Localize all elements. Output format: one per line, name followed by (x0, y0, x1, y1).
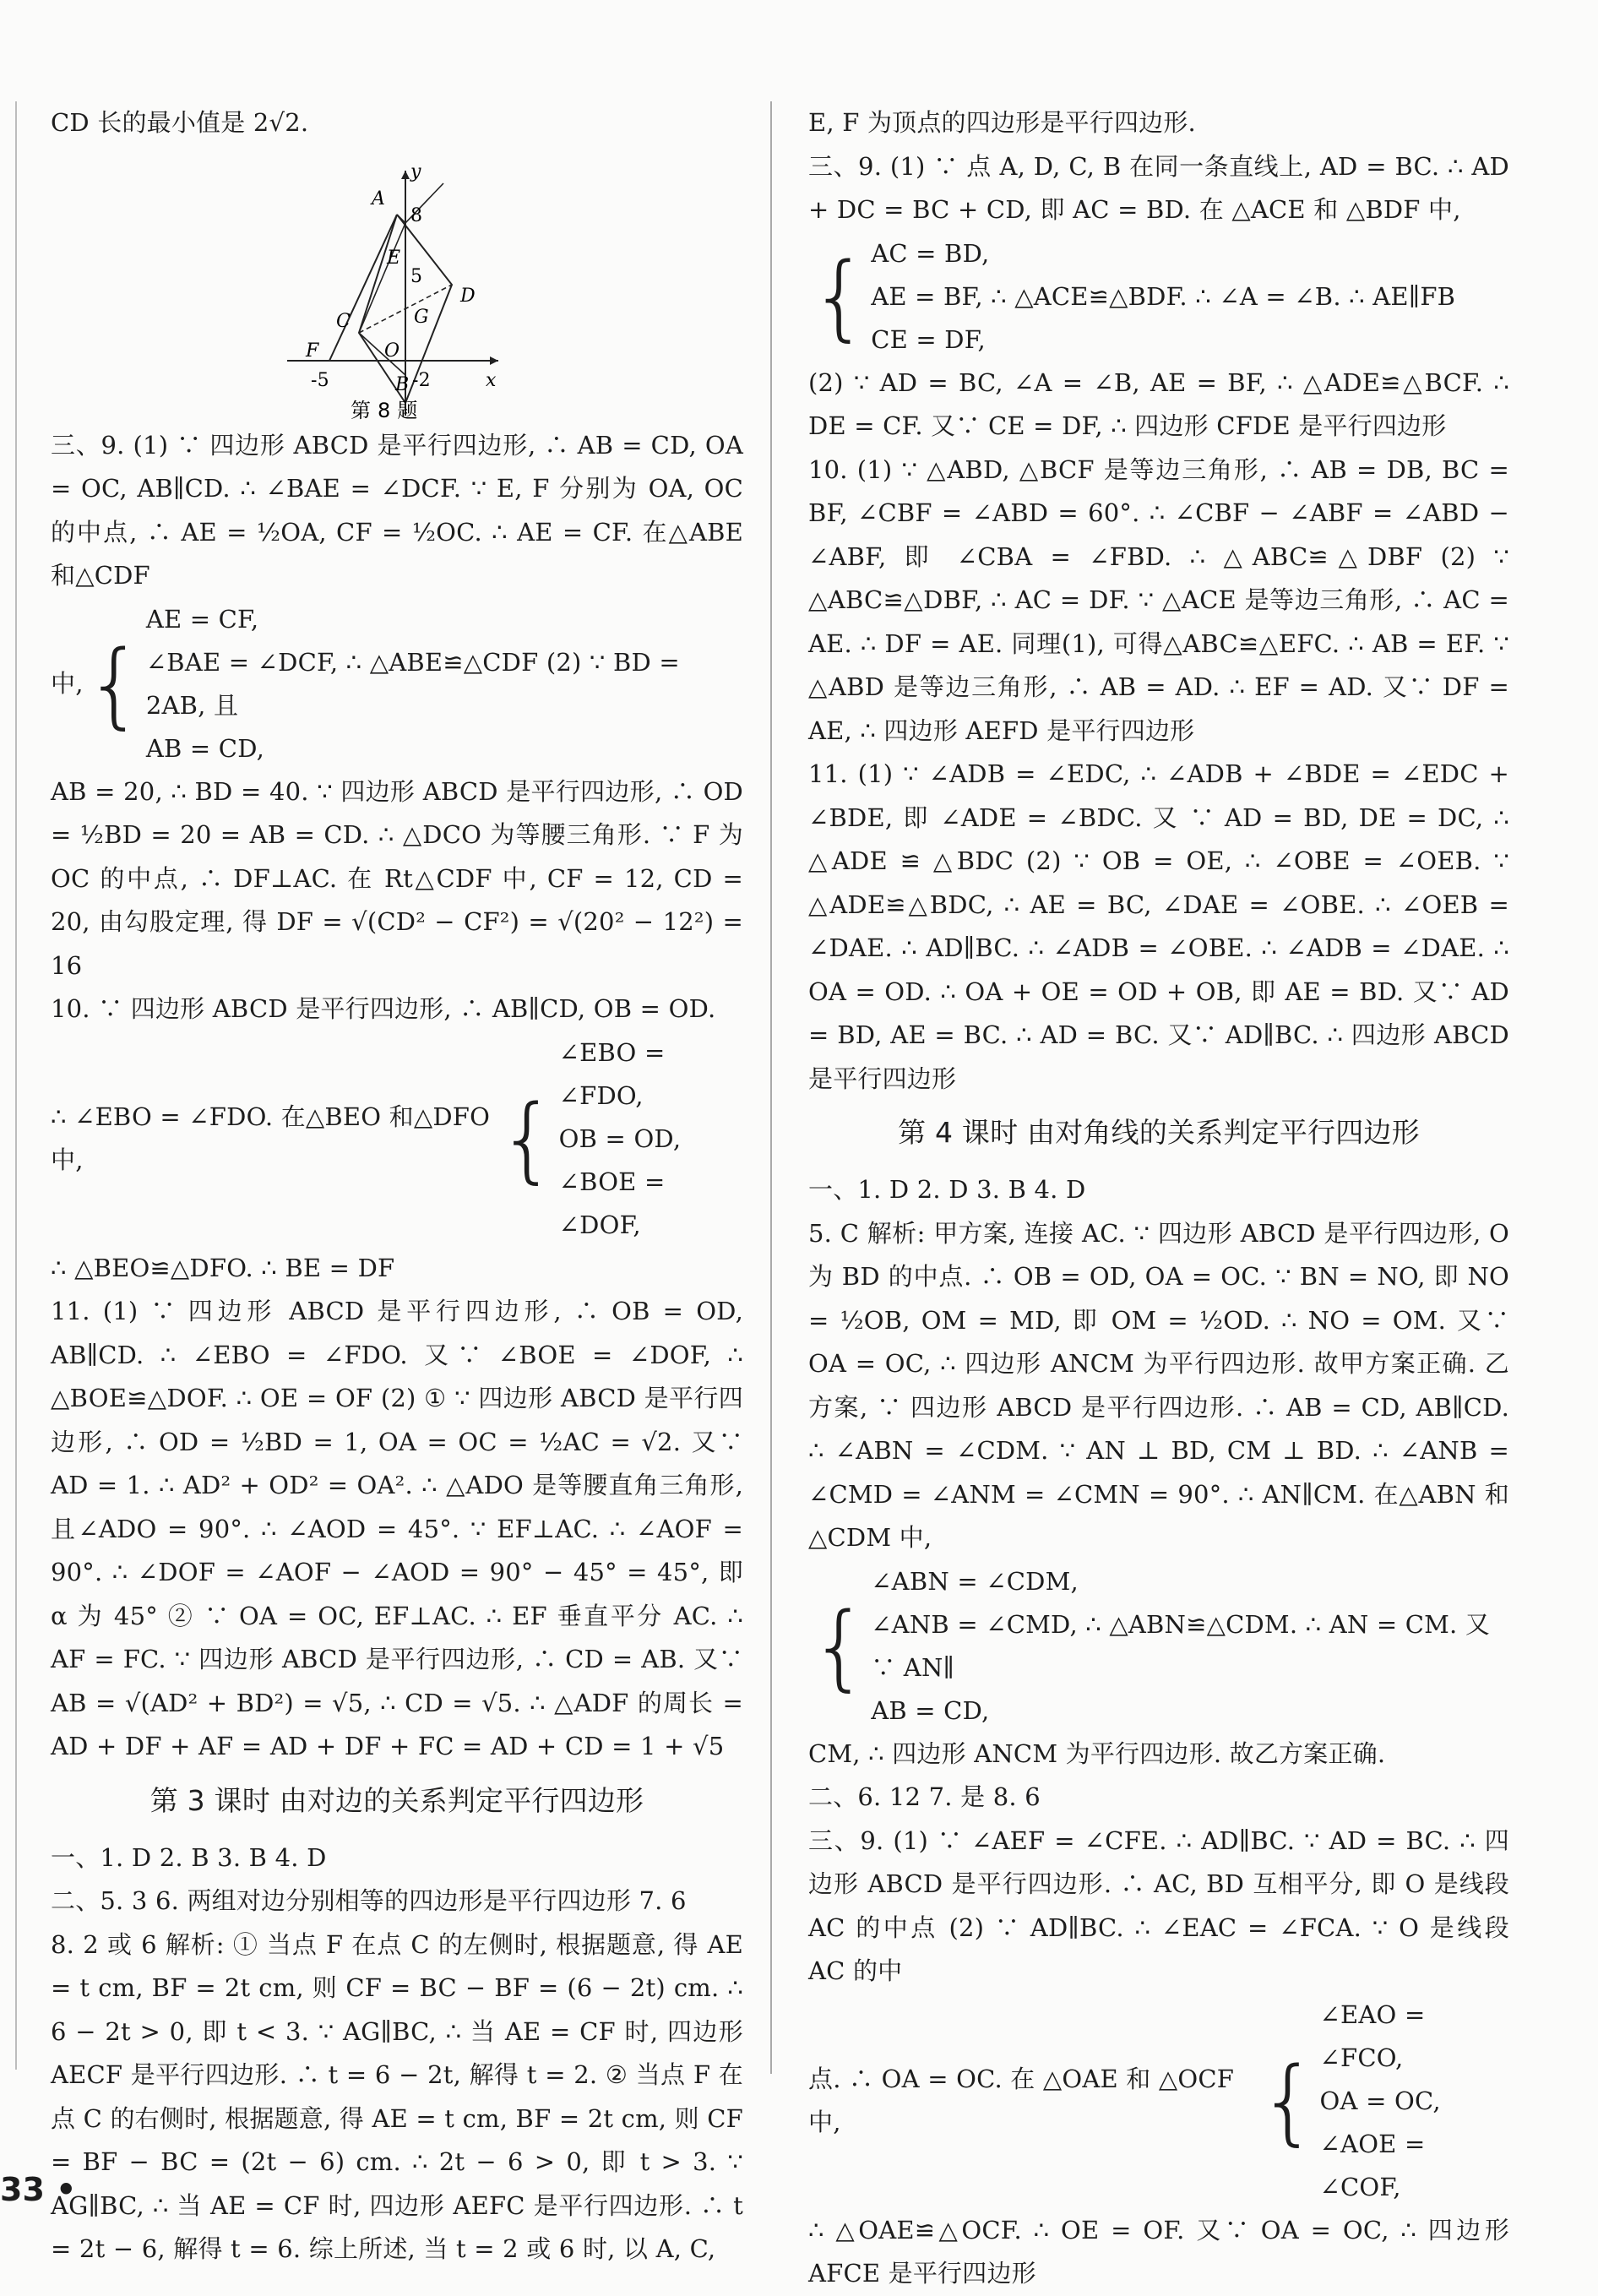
equation-system (808, 1560, 1509, 1733)
figure-caption: 第 8 题 (351, 398, 418, 422)
system-row: ∠ABN = ∠CDM, (871, 1566, 1079, 1596)
answer-text: ∴ △BEO≌△DFO. ∴ BE = DF (51, 1253, 395, 1282)
figure-label: y (410, 161, 421, 182)
figure-label: A (372, 188, 386, 209)
answer-text: 10. (1) ∵ △ABD, △BCF 是等边三角形, ∴ AB = DB, BC = BF, ∠CBF = ∠ABD = 60°. ∴ ∠CBF − ∠ABF = ∠ABD − ∠ABF, 即 ∠CBA = ∠FBD. ∴ △ABC≌△DBF (2) ∵ △ABC≌△DBF, ∴ AC = DF. ∵ △ACE 是等边三角形, ∴ AC = AE. ∴ DF = AE. 同理(1), 可得△ABC≌△EFC. ∴ AB = EF. ∵ △ABD 是等边三角形, ∴ AB = AD. ∴ EF = AD. 又∵ DF = AE, ∴ 四边形 AEFD 是平行四边形 (808, 454, 1509, 745)
system-row: AB = CD, (871, 1695, 990, 1725)
equation-system (808, 1994, 1509, 2209)
figure-label: 5 (410, 265, 423, 287)
figure-label: -5 (311, 369, 329, 391)
brace-symbol: { (84, 629, 144, 738)
figure-label: C (336, 310, 351, 332)
answer-text: 二、5. 3 6. 两组对边分别相等的四边形是平行四边形 7. 6 (51, 1886, 687, 1915)
system-prefix: ∴ ∠EBO = ∠FDO. 在△BEO 和△DFO 中, (51, 1102, 491, 1174)
answer-text: (2) ∵ AD = BC, ∠A = ∠B, AE = BF, ∴ △ADE≌△BCF. ∴ DE = CF. 又∵ CE = DF, ∴ 四边形 CFDE 是平行四边形 (808, 367, 1509, 440)
brace-symbol: { (810, 1591, 870, 1700)
answer-text: 三、9. (1) ∵ ∠AEF = ∠CFE. ∴ AD∥BC. ∵ AD = BC. ∴ 四边形 ABCD 是平行四边形. ∴ AC, BD 互相平分, 即 O 是线段 AC 的中点 (2) ∵ AD∥BC. ∴ ∠EAC = ∠FCA. ∵ O 是线段 AC 的中 (808, 1825, 1509, 1985)
coordinate-diagram (287, 145, 515, 424)
right-column (808, 101, 1509, 2296)
column-divider (770, 101, 772, 2074)
equation-system (51, 598, 743, 770)
system-row: ∠BOE = ∠DOF, (558, 1167, 666, 1239)
answer-text: 一、1. D 2. B 3. B 4. D (51, 1842, 327, 1872)
section-heading: 第 3 课时 由对边的关系判定平行四边形 (149, 1783, 644, 1817)
answer-text: AB = 20, ∴ BD = 40. ∵ 四边形 ABCD 是平行四边形, ∴ OD = ½BD = 20 = AB = CD. ∴ △DCO 为等腰三角形. ∵ F 为 OC 的中点, ∴ DF⊥AC. 在 Rt△CDF 中, CF = 12, CD = 20, 由勾股定理, 得 DF = √(CD² − CF²) = √(20² − 12²) = 16 (51, 776, 743, 980)
figure-label: O (384, 340, 400, 362)
system-row: OB = OD, (558, 1124, 682, 1153)
brace-symbol: { (1258, 2047, 1318, 2155)
system-row: AC = BD, (871, 238, 990, 268)
left-margin-rule (15, 101, 17, 2070)
figure-label: E (387, 247, 401, 269)
system-row: AE = CF, (145, 604, 259, 634)
system-row: AE = BF, ∴ △ACE≌△BDF. ∴ ∠A = ∠B. ∴ AE∥FB (871, 281, 1456, 311)
answer-text: E, F 为顶点的四边形是平行四边形. (808, 108, 1196, 137)
answer-text: 三、9. (1) ∵ 四边形 ABCD 是平行四边形, ∴ AB = CD, OA = OC, AB∥CD. ∴ ∠BAE = ∠DCF. ∵ E, F 分别为 OA, OC 的中点, ∴ AE = ½OA, CF = ½OC. ∴ AE = CF. 在△ABE 和△CDF (51, 430, 743, 590)
answer-text: ∴ △OAE≌△OCF. ∴ OE = OF. 又∵ OA = OC, ∴ 四边形 AFCE 是平行四边形 (808, 2215, 1509, 2288)
system-row: ∠AOE = ∠COF, (1319, 2129, 1426, 2201)
figure-label: x (486, 369, 497, 391)
equation-system (51, 1031, 743, 1247)
answer-text: 三、9. (1) ∵ 点 A, D, C, B 在同一条直线上, AD = BC. ∴ AD + DC = BC + CD, 即 AC = BD. 在 △ACE 和 △BDF 中, (808, 151, 1509, 224)
equation-system (808, 232, 1509, 362)
answer-text: 二、6. 12 7. 是 8. 6 (808, 1782, 1041, 1811)
figure-label: -2 (412, 369, 431, 391)
system-row: ∠BAE = ∠DCF, ∴ △ABE≌△CDF (2) ∵ BD = 2AB, 且 (145, 647, 680, 720)
system-row: AB = CD, (145, 733, 265, 763)
answer-text: CM, ∴ 四边形 ANCM 为平行四边形. 故乙方案正确. (808, 1738, 1386, 1768)
system-row: ∠ANB = ∠CMD, ∴ △ABN≌△CDM. ∴ AN = CM. 又∵ AN∥ (871, 1609, 1491, 1682)
brace-symbol: { (810, 242, 870, 351)
answer-text: 一、1. D 2. D 3. B 4. D (808, 1175, 1086, 1204)
left-column (51, 101, 743, 2272)
system-row: ∠EAO = ∠FCO, (1319, 1999, 1426, 2072)
system-row: ∠EBO = ∠FDO, (558, 1037, 666, 1110)
brace-symbol: { (497, 1085, 557, 1193)
system-prefix: 中, (51, 668, 84, 698)
system-row: OA = OC, (1319, 2086, 1441, 2115)
figure-label: F (306, 340, 319, 362)
section-heading: 第 4 课时 由对角线的关系判定平行四边形 (898, 1116, 1420, 1149)
answer-text: 11. (1) ∵ 四边形 ABCD 是平行四边形, ∴ OB = OD, AB∥CD. ∴ ∠EBO = ∠FDO. 又∵ ∠BOE = ∠DOF, ∴ △BOE≌△DOF. ∴ OE = OF (2) ① ∵ 四边形 ABCD 是平行四边形, ∴ OD = ½BD = 1, OA = OC = ½AC = √2. 又∵ AD = 1. ∴ AD² + OD² = OA². ∴ △ADO 是等腰直角三角形, 且∠ADO = 90°. ∴ ∠AOD = 45°. ∵ EF⊥AC. ∴ ∠AOF = 90°. ∴ ∠DOF = ∠AOF − ∠AOD = 90° − 45° = 45°, 即 α 为 45° ② ∵ OA = OC, EF⊥AC. ∴ EF 垂直平分 AC. ∴ AF = FC. ∵ 四边形 ABCD 是平行四边形, ∴ CD = AB. 又∵ AB = √(AD² + BD²) = √5, ∴ CD = √5. ∴ △ADF 的周长 = AD + DF + AF = AD + DF + FC = AD + CD = 1 + √5 (51, 1297, 743, 1760)
answer-text: 8. 2 或 6 解析: ① 当点 F 在点 C 的左侧时, 根据题意, 得 AE = t cm, BF = 2t cm, 则 CF = BC − BF = (6 − 2t) cm. ∴ 6 − 2t > 0, 即 t < 3. ∵ AG∥BC, ∴ 当 AE = CF 时, 四边形 AECF 是平行四边形. ∴ t = 6 − 2t, 解得 t = 2. ② 当点 F 在点 C 的右侧时, 根据题意, 得 AE = t cm, BF = 2t cm, 则 CF = BF − BC = (2t − 6) cm. ∴ 2t − 6 > 0, 即 t > 3. ∵ AG∥BC, ∴ 当 AE = CF 时, 四边形 AEFC 是平行四边形. ∴ t = 2t − 6, 解得 t = 6. 综上所述, 当 t = 2 或 6 时, 以 A, C, (51, 1929, 743, 2263)
answer-text: 5. C 解析: 甲方案, 连接 AC. ∵ 四边形 ABCD 是平行四边形, O 为 BD 的中点. ∴ OB = OD, OA = OC. ∵ BN = NO, 即 NO = ½OB, OM = MD, 即 OM = ½OD. ∴ NO = OM. 又∵ OA = OC, ∴ 四边形 ANCM 为平行四边形. 故甲方案正确. 乙方案, ∵ 四边形 ABCD 是平行四边形. ∴ AB = CD, AB∥CD. ∴ ∠ABN = ∠CDM. ∵ AN ⊥ BD, CM ⊥ BD. ∴ ∠ANB = ∠CMD = ∠ANM = ∠CMN = 90°. ∴ AN∥CM. 在△ABN 和△CDM 中, (808, 1218, 1509, 1552)
system-prefix: 点. ∴ OA = OC. 在 △OAE 和 △OCF 中, (808, 2064, 1235, 2136)
system-row: CE = DF, (871, 324, 986, 354)
figure-q8 (51, 145, 743, 424)
answer-text: 11. (1) ∵ ∠ADB = ∠EDC, ∴ ∠ADB + ∠BDE = ∠EDC + ∠BDE, 即 ∠ADE = ∠BDC. 又 ∵ AD = BD, DE = DC, ∴ △ADE ≌ △BDC (2) ∵ OB = OE, ∴ ∠OBE = ∠OEB. ∵ △ADE≌△BDC, ∴ AE = BC, ∠DAE = ∠OBE. ∴ ∠OEB = ∠DAE. ∴ AD∥BC. ∴ ∠ADB = ∠OBE. ∴ ∠ADB = ∠DAE. ∴ OA = OD. ∴ OA + OE = OD + OB, 即 AE = BD. 又∵ AD = BD, AE = BC. ∴ AD = BC. 又∵ AD∥BC. ∴ 四边形 ABCD 是平行四边形 (808, 759, 1509, 1093)
page-number: 33 • (0, 2171, 77, 2208)
figure-label: D (460, 285, 476, 307)
figure-label: 8 (410, 204, 423, 226)
figure-label: B (395, 373, 410, 395)
answer-text: 10. ∵ 四边形 ABCD 是平行四边形, ∴ AB∥CD, OB = OD. (51, 994, 716, 1023)
answer-text: CD 长的最小值是 2√2. (51, 108, 309, 137)
figure-label: G (414, 306, 429, 328)
